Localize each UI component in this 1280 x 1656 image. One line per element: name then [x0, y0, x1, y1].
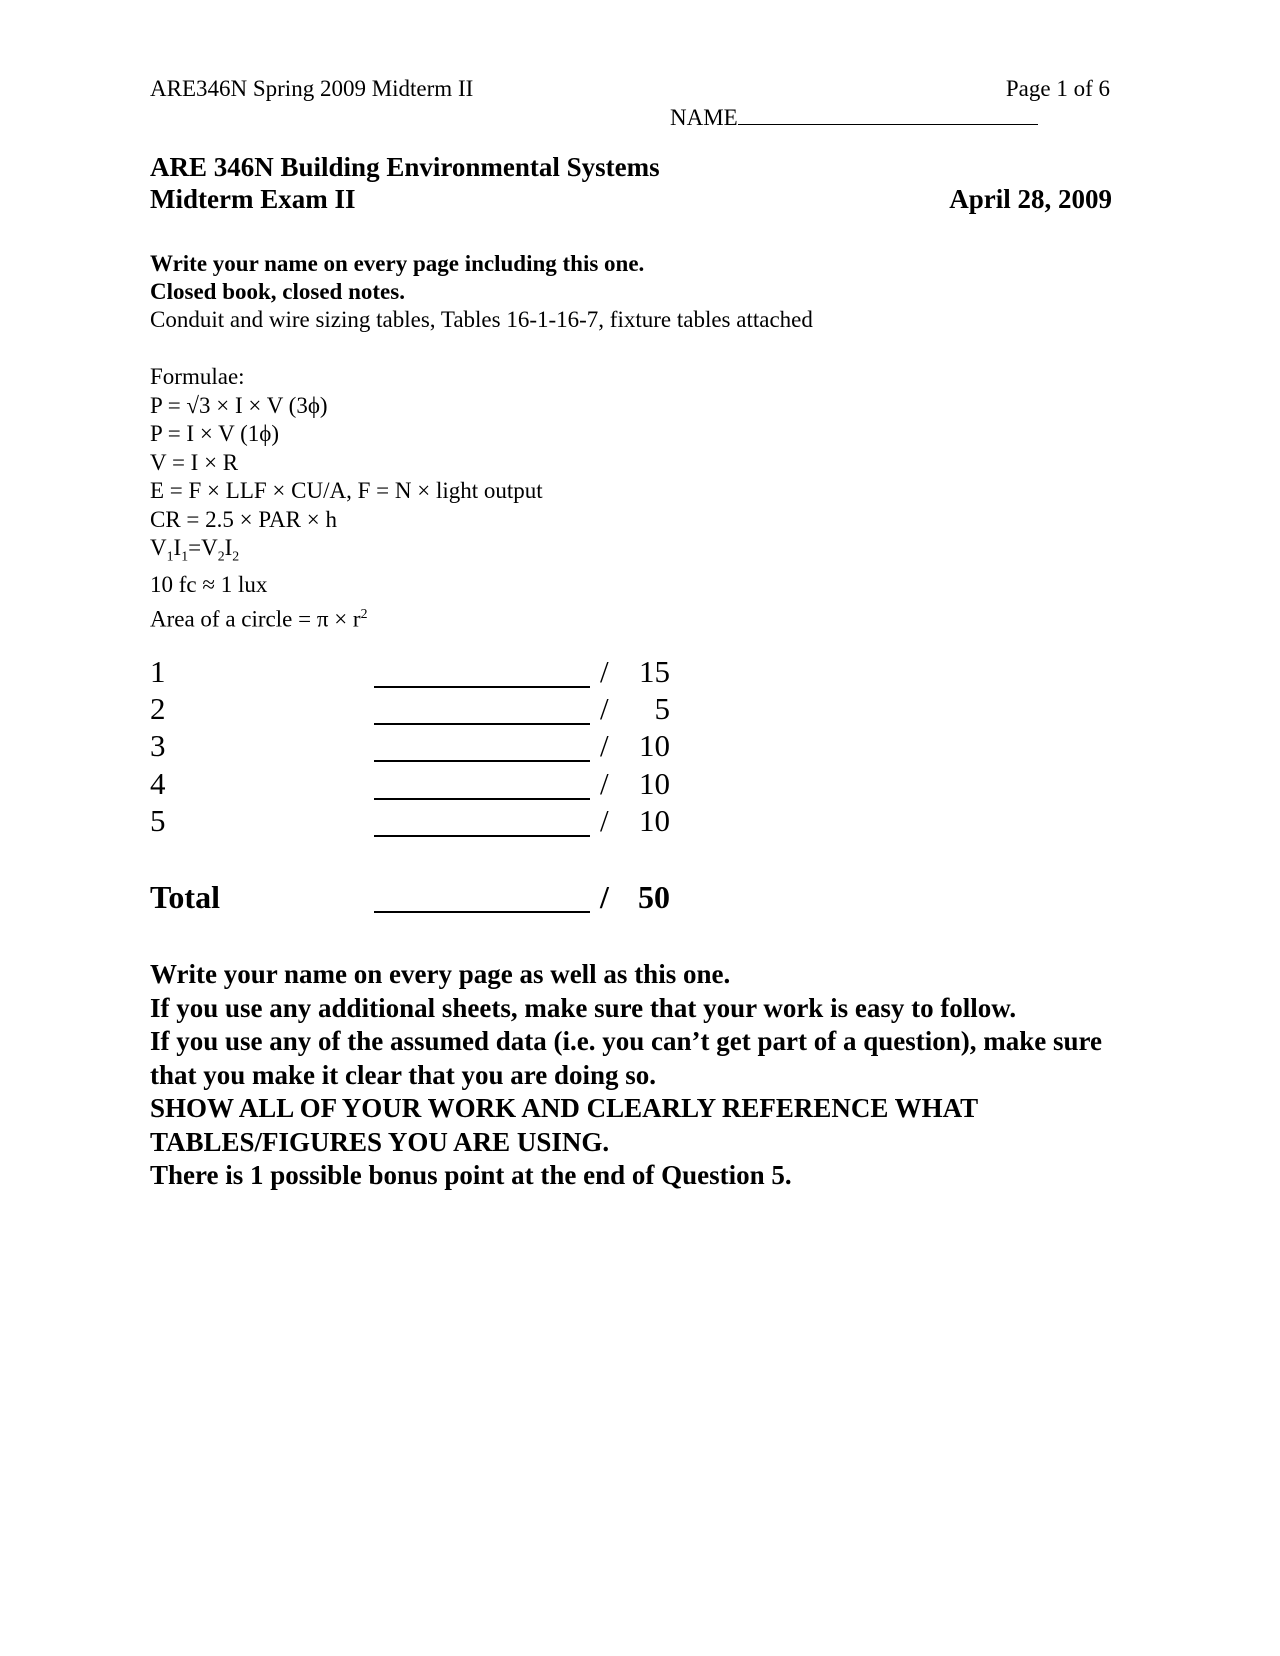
formula-illuminance: E = F × LLF × CU/A, F = N × light output: [150, 478, 543, 503]
final-instruction-show-work: SHOW ALL OF YOUR WORK AND CLEARLY REFERENCE WHAT TABLES/FIGURES YOU ARE USING.: [150, 1093, 978, 1157]
formula-circle-area: Area of a circle = $\pi \times r^2$: [150, 605, 368, 632]
max-points: 10: [639, 766, 670, 801]
score-slash: /: [600, 728, 609, 763]
total-blank: [374, 883, 590, 913]
score-slash: /: [600, 803, 609, 838]
score-row: [150, 766, 670, 804]
header-page-number: Page 1 of 6: [1005, 76, 1110, 101]
formula-three-phase-power: P = √3 × I × V (3ϕ): [150, 392, 328, 418]
formula-cavity-ratio: CR = 2.5 × PAR × h: [150, 506, 337, 532]
score-row: [150, 691, 670, 729]
instruction-closed-book: Closed book, closed notes.: [150, 279, 405, 304]
total-points: 50: [638, 879, 670, 915]
final-instruction-name: Write your name on every page as well as this one.: [150, 959, 731, 989]
score-blank: [374, 732, 590, 762]
score-blank: [374, 770, 590, 800]
formula-ohms-law: V = I × R: [150, 449, 239, 475]
total-row: [150, 879, 670, 917]
score-slash: /: [600, 654, 609, 689]
formula-single-phase-power: P = I × V (1ϕ): [150, 421, 279, 446]
question-number: 5: [150, 803, 166, 838]
name-blank-line: [738, 104, 1038, 125]
total-label: Total: [150, 879, 220, 915]
score-blank: [374, 807, 590, 837]
formulae-heading: Formulae:: [150, 364, 245, 389]
score-blank: [374, 658, 590, 688]
final-instruction-sheets: If you use any additional sheets, make sure that your work is easy to follow.: [150, 992, 1017, 1023]
exam-date: April 28, 2009: [949, 184, 1112, 214]
max-points: 10: [639, 728, 670, 763]
question-number: 4: [150, 766, 166, 801]
formula-lux-conversion: 10 fc ≈ 1 lux: [150, 572, 268, 598]
name-label: NAME: [670, 105, 738, 130]
score-slash: /: [600, 766, 609, 801]
score-slash: /: [600, 691, 609, 726]
formulae-block: [150, 363, 543, 634]
instructions-block: [150, 250, 813, 334]
instruction-name: Write your name on every page including this one.: [150, 251, 645, 276]
exam-title: Midterm Exam II: [150, 184, 356, 214]
final-instructions: [150, 958, 1130, 1193]
score-blank: [374, 695, 590, 725]
final-instruction-bonus: There is 1 possible bonus point at the end of Question 5.: [150, 1160, 792, 1190]
instruction-tables: Conduit and wire sizing tables, Tables 16-1-16-7, fixture tables attached: [150, 307, 813, 332]
max-points: 15: [639, 654, 670, 689]
total-slash: /: [600, 879, 609, 915]
question-number: 2: [150, 691, 166, 726]
course-title: ARE 346N Building Environmental Systems: [150, 152, 660, 182]
final-instruction-assumed-data: If you use any of the assumed data (i.e. you can’t get part of a question), make sure that you make it clear that you are doing so.: [150, 1026, 1103, 1090]
question-number: 3: [150, 728, 166, 763]
max-points: 10: [639, 803, 670, 838]
score-row: [150, 654, 670, 692]
score-row: [150, 803, 670, 841]
header-course-term: ARE346N Spring 2009 Midterm II: [150, 76, 474, 101]
score-row: [150, 728, 670, 766]
max-points: 5: [654, 691, 670, 726]
question-number: 1: [150, 654, 166, 689]
name-field: [670, 104, 1038, 131]
formula-transformer: $V_1I_1=V_2I_2$: [150, 535, 240, 564]
